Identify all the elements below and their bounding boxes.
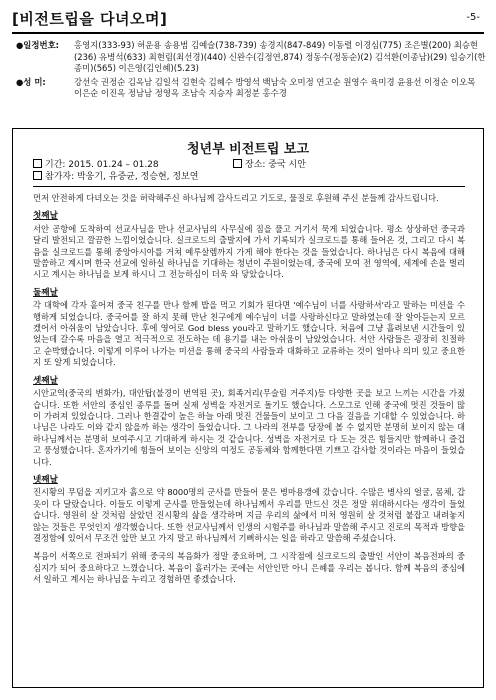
report-box	[12, 128, 484, 688]
meta-divider	[33, 186, 465, 187]
team-info	[16, 40, 486, 102]
members-label: ●일정번호:	[16, 40, 60, 50]
checkbox-icon	[233, 159, 242, 168]
place-wrap	[233, 159, 306, 171]
report-meta	[33, 159, 465, 183]
section-heading-day4: 넷째날	[33, 474, 58, 485]
meta-row-1	[33, 159, 465, 171]
section-text-day2: 각 대학에 각자 흩어져 중국 친구를 만나 함께 밥을 먹고 기회가 된다면 '예수님이 너를 사랑하셔'라고 말하는 미션을 수행하게 되었습니다. 중국어를 잘 하지 못해 만난 친구에게 예수님이 너를 사랑하신다고 말하였는데 잘 알아듣는지 모르겠어서 아쉬움이 남았습니다. 후에 영어로 God bless you라고 말하기도 했습니다. 처음에 그냥 흘려보낸 시간들이 있었는데 갈수록 마음을 열고 적극적으로 전도하는 데 용기를 내는 아쉬움이 남았었습니다. 서안 사람들은 굉장히 친절하고 순박했습니다. 이렇게 이루어 나가는 미션을 통해 중국의 사람들과 대화하고 교류하는 것이 얼마나 의미 있고 중요한지 또 알게 되었습니다.	[33, 300, 465, 368]
section-heading-day2: 둘째날	[33, 287, 58, 298]
staff-text: 강선숙 권정순 김옥남 김일석 김현숙 김혜수 방영석 백남숙 오미정 연고순 원영수 육미경 윤용선 이정순 이오목 이은순 이진옥 정남남 정영옥 조남숙 지승자 최정분 홍수경	[74, 76, 476, 98]
section-text-day1: 서안 공항에 도착하여 선교사님을 만나 선교사님의 사무실에 짐을 풀고 거기서 묵게 되었습니다. 평소 상상하던 중국과 달리 발전되고 깔끔한 느낌이었습니다. 실크로드의 출발지에 가서 기록되가 실크로드를 통해 들어온 것, 그리고 다시 복음을 실크로드를 통해 중앙아시아를 거쳐 예루살렘까지 가게 해야 한다는 것을 들었습니다. 하나님은 다시 복음에 대해 말씀하고 계시며 한국 선교에 일하실 하나님을 기대하는 청년이 주원이었는데, 중국에 모여 전 영역에, 세계에 손을 벌리시고 계시는 하나님을 보게 하시니 그 전능하심이 더욱 와 닿았습니다.	[33, 223, 465, 280]
staff-row	[16, 77, 486, 100]
checkbox-icon	[33, 159, 42, 168]
page-number: -5-	[466, 12, 480, 23]
section-heading-day3: 셋째날	[33, 375, 58, 386]
report-body	[33, 193, 465, 593]
header-rule	[12, 32, 484, 34]
section-text-day4: 진시황의 무덤을 지키고자 흙으로 약 8000명의 군사를 만들어 묻은 병마용갱에 갔습니다. 수많은 병사의 얼굴, 몸체, 갑옷이 다 달랐습니다. 이들도 이렇게 군사를 만들었는데 하나님께서 우리를 만드신 것은 정말 위대하시다는 생각이 들었습니다. 영원히 살 것처럼 살았던 진시황의 삶을 생각하며 지금 우리의 삶에서 미처 영원히 살 것처럼 붙잡고 내려놓지 않는 것들은 무엇인지 생각했습니다. 또한 선교사님께서 인생의 시험주를 하나님과 말씀해 주시고 진로의 목적과 방향을 결정함에 있어서 무조건 앞만 보고 가지 말고 하나님께서 기뻐하시는 일을 하라고 말씀해 주셨습니다.	[33, 487, 465, 543]
section-heading-day1: 첫째날	[33, 211, 58, 222]
section-title: [비전트립을 다녀오며]	[12, 10, 168, 28]
report-period: 기간: 2015. 01.24 – 01.28	[45, 160, 159, 170]
members-row	[16, 40, 486, 75]
intro-paragraph: 먼저 안전하게 다녀오는 것을 허락해주신 하나님께 감사드리고 기도로, 물질로 후원해 주신 분들께 감사드립니다.	[33, 193, 439, 203]
staff-label: ●성 미:	[16, 76, 46, 87]
report-title: 청년부 비전트립 보고	[186, 142, 310, 157]
checkbox-icon	[33, 171, 42, 180]
section-text-day3: 시안교역(중국의 변화가), 대안탑(불경이 번역된 곳), 회족거리(무슬림 거주지)등 다양한 곳을 보고 느끼는 시간을 가졌습니다. 또한 서안의 중심인 종루를 돌며 실제 성벽을 자전거로 돌기도 했습니다. 스모그로 인해 중국에 멋진 것들이 많이 가려져 있었습니다. 그러나 한결같이 높은 하늘 아래 멋진 건물들이 보이고 그 다음 걸음을 기대할 수 있었습니다. 하나님은 나라도 이와 같지 않을까 하는 생각이 들었습니다. 그 나라의 전부를 당장에 볼 수 없지만 분명히 보이지 않는 대 하나님께서는 분명히 보여주시고 기대하게 하시는 것 같습니다. 성벽을 자전거로 다 도는 것은 힘들지만 함께하니 즐겁고 풍성했습니다. 혼자가기에 힘들어 보이는 신앙의 여정도 공동체와 함께한다면 기쁘고 감사할 것이라는 마음이 들었습니다.	[33, 388, 465, 467]
page-header	[12, 6, 484, 32]
report-place: 장소: 중국 시안	[245, 160, 306, 170]
members-text: 홍영지(333-93) 허운용 송용범 김예슬(738-739) 송경지(847-849) 이동렬 이경심(775) 조은별(200) 최승현(236) 유병석(633) 최현림(최선경)(440) 신완수(김정연,874) 정동수(정동순)(2) 김석환(이종남)(29) 임승기(한종미)(565) 이은영(김인혜)(5.23)	[74, 40, 486, 73]
meta-row-2	[33, 171, 465, 183]
report-participants: 참가자: 박웅기, 유중균, 정승현, 정보연	[45, 172, 199, 182]
closing-paragraph: 복음이 서쪽으로 전파되기 위해 중국의 복음화가 정말 중요하며, 그 시작점에 실크로드의 출발인 서안이 복음전파의 중심지가 되어 중요하다고 느꼈습니다. 복음이 흘러가는 곳에는 서안인만 아니 은혜를 우리는 봅니다. 함께 복음의 중심에서 일하고 계시는 하나님을 누리고 경험하면 좋겠습니다.	[33, 551, 465, 585]
